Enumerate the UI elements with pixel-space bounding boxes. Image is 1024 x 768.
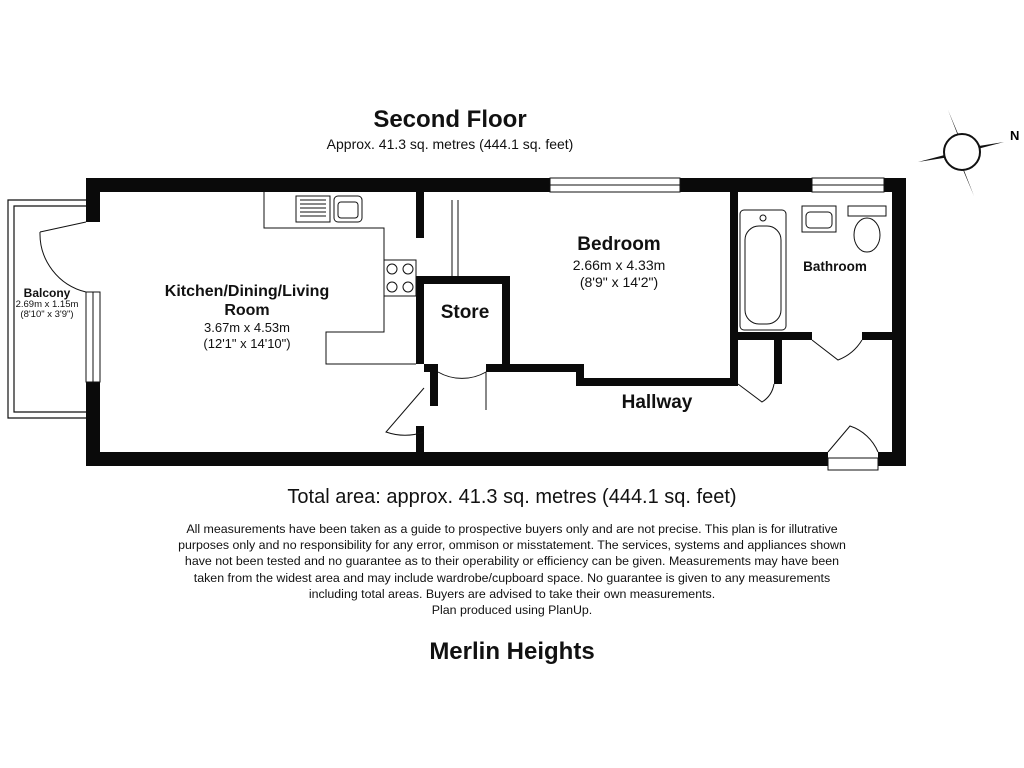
kitchen-dims-metric: 3.67m x 4.53m — [204, 320, 290, 336]
room-label-hallway: Hallway — [621, 392, 693, 413]
bedroom-name: Bedroom — [577, 234, 661, 255]
kitchen-name-line1: Kitchen/Dining/Living — [164, 283, 330, 300]
bedroom-dims-imperial: (8'9" x 14'2") — [579, 273, 659, 290]
disclaimer-text: All measurements have been taken as a guide to prospective buyers only and are not precise. This plan is for illutrative purposes only and no responsibility for any error, ommison or misstatement. The services, systems and appliances shown have not been tested and no guarantee as to their operability or efficiency can be given. Measurements may have been taken from the widest area and may include wardrobe/cupboard space. No guarantee is given to any measurements including total areas. Buyers are advised to take their own measurements. — [178, 522, 846, 601]
balcony-dims-metric: 2.69m x 1.15m — [15, 298, 79, 310]
room-label-kitchen — [140, 282, 354, 352]
room-label-store: Store — [440, 302, 490, 323]
total-area: Total area: approx. 41.3 sq. metres (444.1 sq. feet) — [287, 486, 737, 508]
property-name: Merlin Heights — [429, 638, 595, 665]
room-label-bedroom — [540, 234, 698, 290]
room-label-balcony — [8, 287, 86, 320]
store-shelving — [452, 200, 458, 276]
north-label: N — [1010, 128, 1020, 143]
floor-title: Second Floor — [373, 106, 527, 133]
room-label-bathroom: Bathroom — [803, 259, 867, 274]
kitchen-dims-imperial: (12'1" x 14'10") — [203, 335, 291, 351]
balcony-dims-imperial: (8'10" x 3'9") — [20, 308, 74, 320]
disclaimer — [170, 521, 854, 618]
floor-subtitle: Approx. 41.3 sq. metres (444.1 sq. feet) — [326, 136, 574, 152]
kitchen-name-line2: Room — [224, 302, 270, 320]
plan-credit: Plan produced using PlanUp. — [431, 603, 593, 618]
bedroom-dims-metric: 2.66m x 4.33m — [572, 256, 666, 273]
compass-icon — [918, 110, 1019, 196]
balcony-name: Balcony — [23, 286, 71, 300]
